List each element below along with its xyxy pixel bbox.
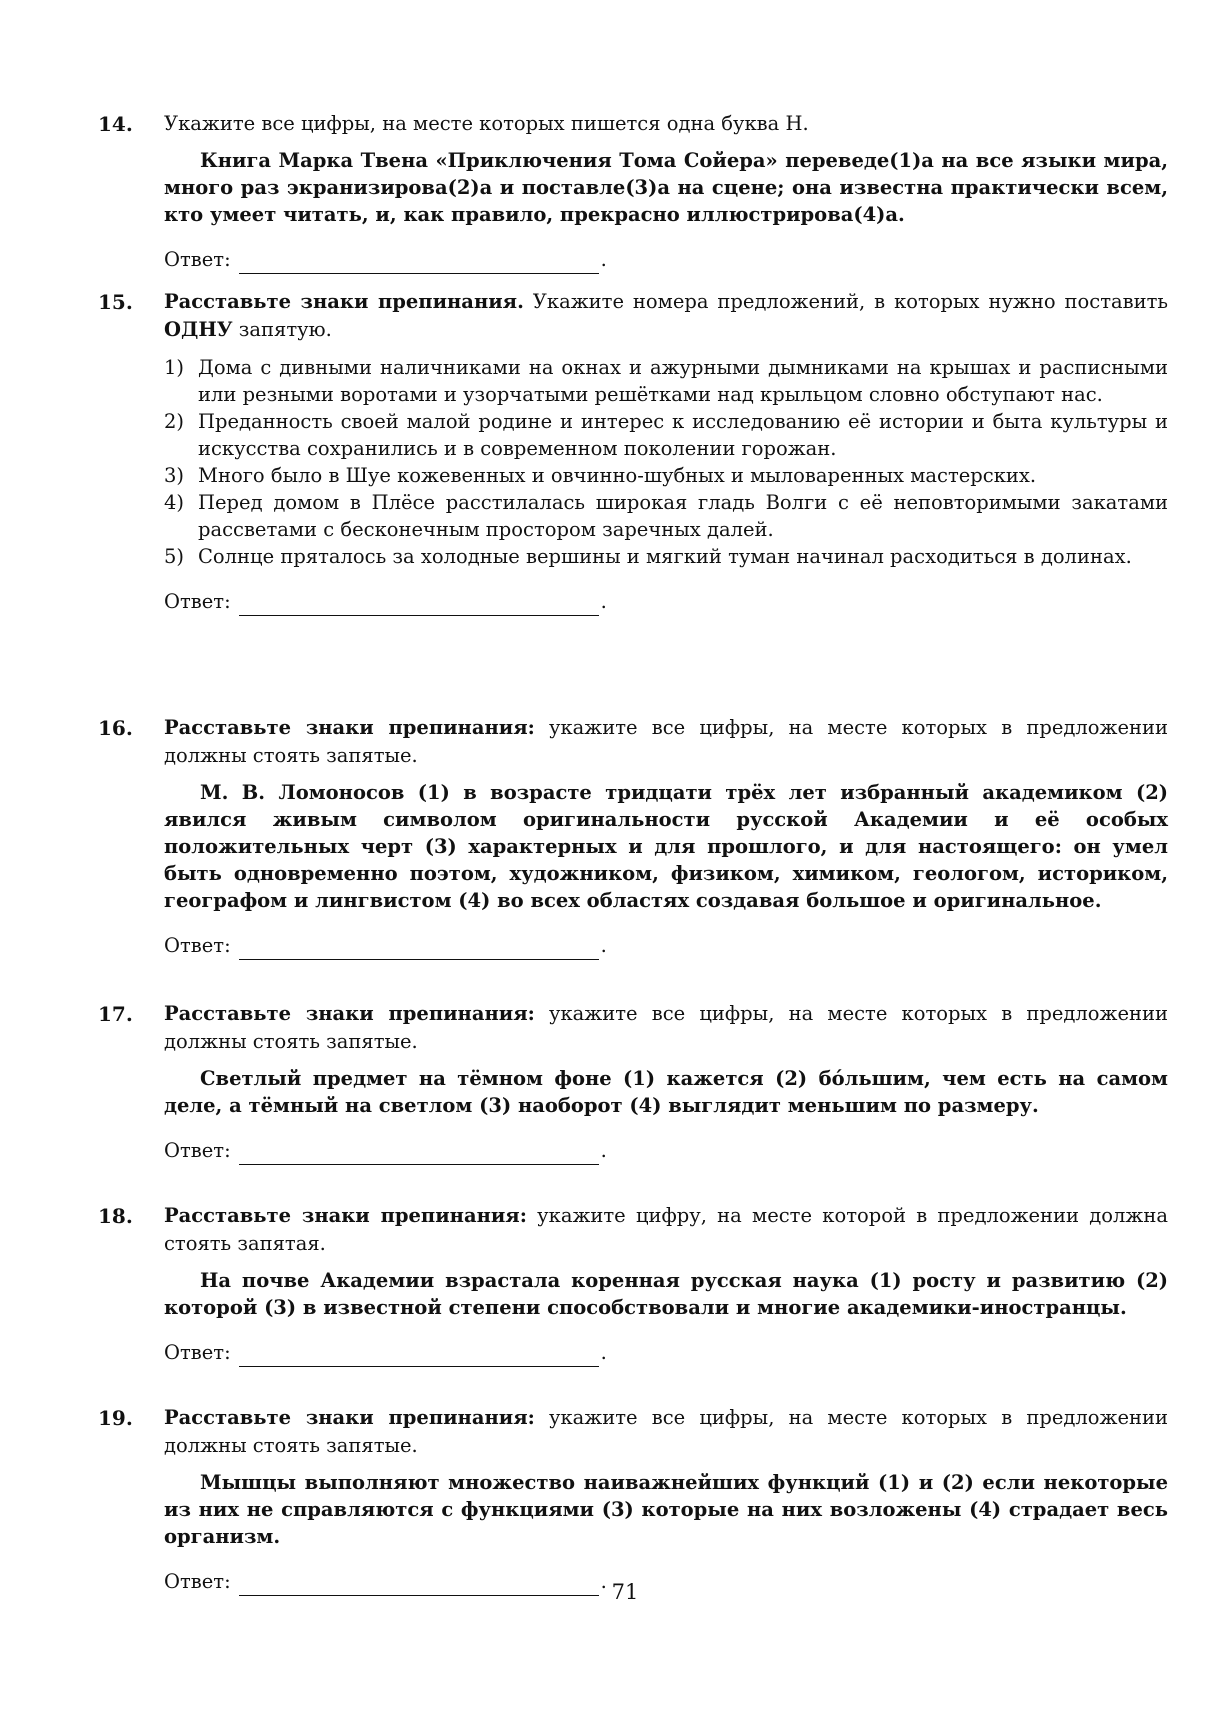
answer-row (164, 932, 1168, 960)
answer-field[interactable] (239, 1344, 599, 1367)
answer-period: . (600, 248, 607, 271)
task-prompt-text: укажите цифру, на месте которой в предложении должна стоять запятая. (164, 1204, 1168, 1255)
answer-row (164, 1339, 1168, 1367)
answer-row (164, 588, 1168, 616)
task-prompt-bold: Расставьте знаки препинания: (164, 1406, 535, 1429)
task-number: 16. (98, 716, 133, 740)
task-sentence: На почве Академии взрастала коренная русская наука (1) росту и развитию (2) которой (3) в известной степени способствовали и многие академики-иностранцы. (164, 1269, 1168, 1319)
task-sentence: М. В. Ломоносов (1) в возрасте тридцати трёх лет избранный академиком (2) явился живым символом оригинальности русской Академии и её особых положительных черт (3) характерных и для прошлого, и для настоящего: он умел быть одновременно поэтом, художником, физиком, химиком, геологом, историком, географом и лингвистом (4) во всех областях создавая большое и оригинальное. (164, 781, 1168, 912)
task-prompt-text: укажите все цифры, на месте которых в предложении должны стоять запятые. (164, 1002, 1169, 1053)
option-item (164, 354, 1168, 408)
task-prompt (164, 1202, 1168, 1258)
task-15 (98, 288, 1168, 616)
option-text: Солнце пряталось за холодные вершины и мягкий туман начинал расходиться в долинах. (198, 545, 1132, 568)
option-text: Дома с дивными наличниками на окнах и ажурными дымниками на крышах и расписными или резными воротами и узорчатыми решётками над крыльцом словно обступают нас. (198, 356, 1168, 406)
task-number: 17. (98, 1002, 133, 1026)
option-item (164, 543, 1168, 570)
task-17 (98, 1000, 1168, 1165)
task-prompt-text-2: запятую. (232, 318, 332, 341)
answer-field[interactable] (239, 593, 599, 616)
task-prompt-bold: Расставьте знаки препинания. (164, 290, 524, 313)
task-18 (98, 1202, 1168, 1367)
answer-period: . (600, 1341, 607, 1364)
task-prompt (164, 714, 1168, 770)
task-prompt (164, 1404, 1168, 1460)
task-prompt (164, 110, 1168, 138)
task-sentence: Книга Марка Твена «Приключения Тома Сойера» переведе(1)а на все языки мира, много раз экранизирова(2)а и поставле(3)а на сцене; она известна практически всем, кто умеет читать, и, как правило, прекрасно иллюстрирова(4)а. (164, 149, 1168, 226)
task-number: 14. (98, 112, 133, 136)
task-19 (98, 1404, 1168, 1596)
task-prompt-text: Укажите все цифры, на месте которых пишется одна буква Н. (164, 112, 809, 135)
answer-field[interactable] (239, 937, 599, 960)
answer-period: . (600, 590, 607, 613)
option-number: 2) (164, 410, 185, 433)
task-sentence: Светлый предмет на тёмном фоне (1) кажется (2) бóльшим, чем есть на самом деле, а тёмный на светлом (3) наоборот (4) выглядит меньшим по размеру. (164, 1067, 1168, 1117)
answer-period: . (600, 1570, 607, 1593)
task-sentence: Мышцы выполняют множество наиважнейших функций (1) и (2) если некоторые из них не справляются с функциями (3) которые на них возложены (4) страдает весь организм. (164, 1471, 1168, 1548)
page-number: 71 (611, 1580, 639, 1604)
option-text: Много было в Шуе кожевенных и овчинно-шубных и мыловаренных мастерских. (198, 464, 1037, 487)
task-prompt-bold: Расставьте знаки препинания: (164, 1204, 527, 1227)
option-text: Перед домом в Плёсе расстилалась широкая гладь Волги с её неповторимыми закатами рассветами с бесконечным простором заречных далей. (198, 491, 1168, 541)
task-prompt-text: Укажите номера предложений, в которых нужно поставить (523, 290, 1168, 313)
task-number: 18. (98, 1204, 133, 1228)
answer-period: . (600, 1139, 607, 1162)
task-prompt-text: укажите все цифры, на месте которых в предложении должны стоять запятые. (164, 716, 1169, 767)
answer-label: Ответ: (164, 248, 231, 271)
option-number: 5) (164, 545, 185, 568)
task-prompt-bold-2: ОДНУ (164, 318, 233, 341)
task-16 (98, 714, 1168, 960)
task-prompt (164, 1000, 1168, 1056)
option-text: Преданность своей малой родине и интерес к исследованию её истории и быта культуры и искусства сохранились и в современном поколении горожан. (198, 410, 1168, 460)
answer-row (164, 1137, 1168, 1165)
answer-field[interactable] (239, 251, 599, 274)
task-14 (98, 110, 1168, 274)
answer-label: Ответ: (164, 590, 231, 613)
option-number: 1) (164, 356, 185, 379)
task-prompt-bold: Расставьте знаки препинания: (164, 1002, 535, 1025)
answer-row (164, 246, 1168, 274)
option-number: 3) (164, 464, 185, 487)
task-number: 19. (98, 1406, 133, 1430)
answer-label: Ответ: (164, 1341, 231, 1364)
option-number: 4) (164, 491, 185, 514)
task-prompt (164, 288, 1168, 344)
task-number: 15. (98, 290, 133, 314)
answer-label: Ответ: (164, 934, 231, 957)
answer-field[interactable] (239, 1142, 599, 1165)
option-item (164, 489, 1168, 543)
option-item (164, 408, 1168, 462)
option-item (164, 462, 1168, 489)
answer-label: Ответ: (164, 1139, 231, 1162)
answer-label: Ответ: (164, 1570, 231, 1593)
task-prompt-text: укажите все цифры, на месте которых в предложении должны стоять запятые. (164, 1406, 1169, 1457)
options-list (164, 354, 1168, 570)
task-prompt-bold: Расставьте знаки препинания: (164, 716, 535, 739)
answer-period: . (600, 934, 607, 957)
